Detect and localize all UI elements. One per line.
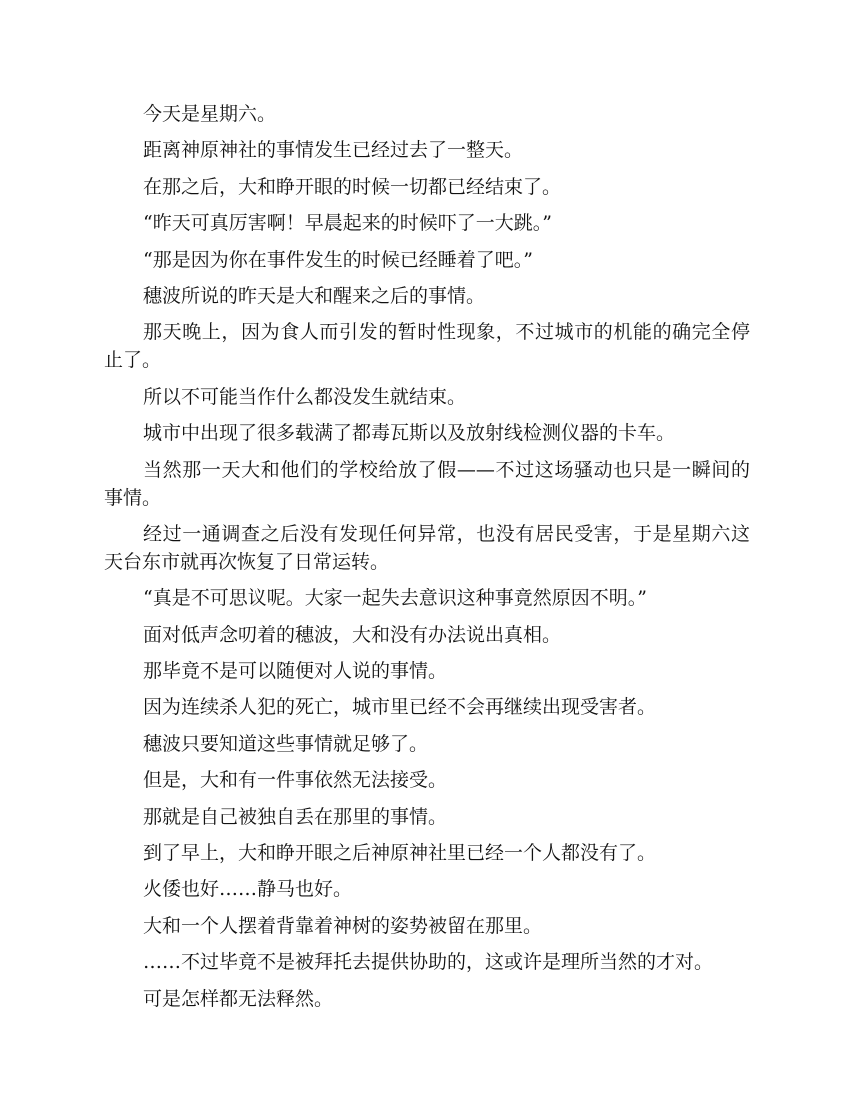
paragraph: 面对低声念叨着的穗波，大和没有办法说出真相。: [143, 623, 562, 646]
paragraph: “那是因为你在事件发生的时候已经睡着了吧。”: [143, 248, 533, 271]
paragraph: 当然那一天大和他们的学校给放了假——不过这场骚动也只是一瞬间的事情。: [104, 458, 750, 509]
body-text: [104, 100, 750, 1021]
paragraph: 但是，大和有一件事依然无法接受。: [143, 769, 448, 792]
paragraph: 在那之后，大和睁开眼的时候一切都已经结束了。: [143, 175, 562, 198]
paragraph: 那就是自己被独自丢在那里的事情。: [143, 805, 448, 828]
paragraph: 距离神原神社的事情发生已经过去了一整天。: [143, 139, 524, 162]
paragraph: 因为连续杀人犯的死亡，城市里已经不会再继续出现受害者。: [143, 696, 657, 719]
paragraph: 到了早上，大和睁开眼之后神原神社里已经一个人都没有了。: [143, 842, 657, 865]
paragraph: “昨天可真厉害啊！早晨起来的时候吓了一大跳。”: [143, 212, 552, 235]
paragraph: 穗波所说的昨天是大和醒来之后的事情。: [143, 284, 486, 307]
paragraph: 可是怎样都无法释然。: [143, 987, 334, 1010]
paragraph: 今天是星期六。: [143, 103, 277, 125]
paragraph: 所以不可能当作什么都没发生就结束。: [143, 385, 467, 408]
paragraph: 那天晚上，因为食人而引发的暂时性现象，不过城市的机能的确完全停止了。: [104, 321, 750, 372]
paragraph: 经过一通调查之后没有发现任何异常，也没有居民受害，于是星期六这天台东市就再次恢复了日常运转。: [104, 522, 750, 573]
paragraph: ……不过毕竟不是被拜托去提供协助的，这或许是理所当然的才对。: [143, 951, 714, 974]
paragraph: 大和一个人摆着背靠着神树的姿势被留在那里。: [143, 914, 543, 937]
paragraph: 火倭也好……静马也好。: [143, 878, 353, 901]
paragraph: 那毕竟不是可以随便对人说的事情。: [143, 660, 448, 683]
paragraph: 城市中出现了很多载满了都毒瓦斯以及放射线检测仪器的卡车。: [143, 422, 676, 445]
paragraph: 穗波只要知道这些事情就足够了。: [143, 732, 429, 755]
paragraph: “真是不可思议呢。大家一起失去意识这种事竟然原因不明。”: [143, 587, 647, 610]
